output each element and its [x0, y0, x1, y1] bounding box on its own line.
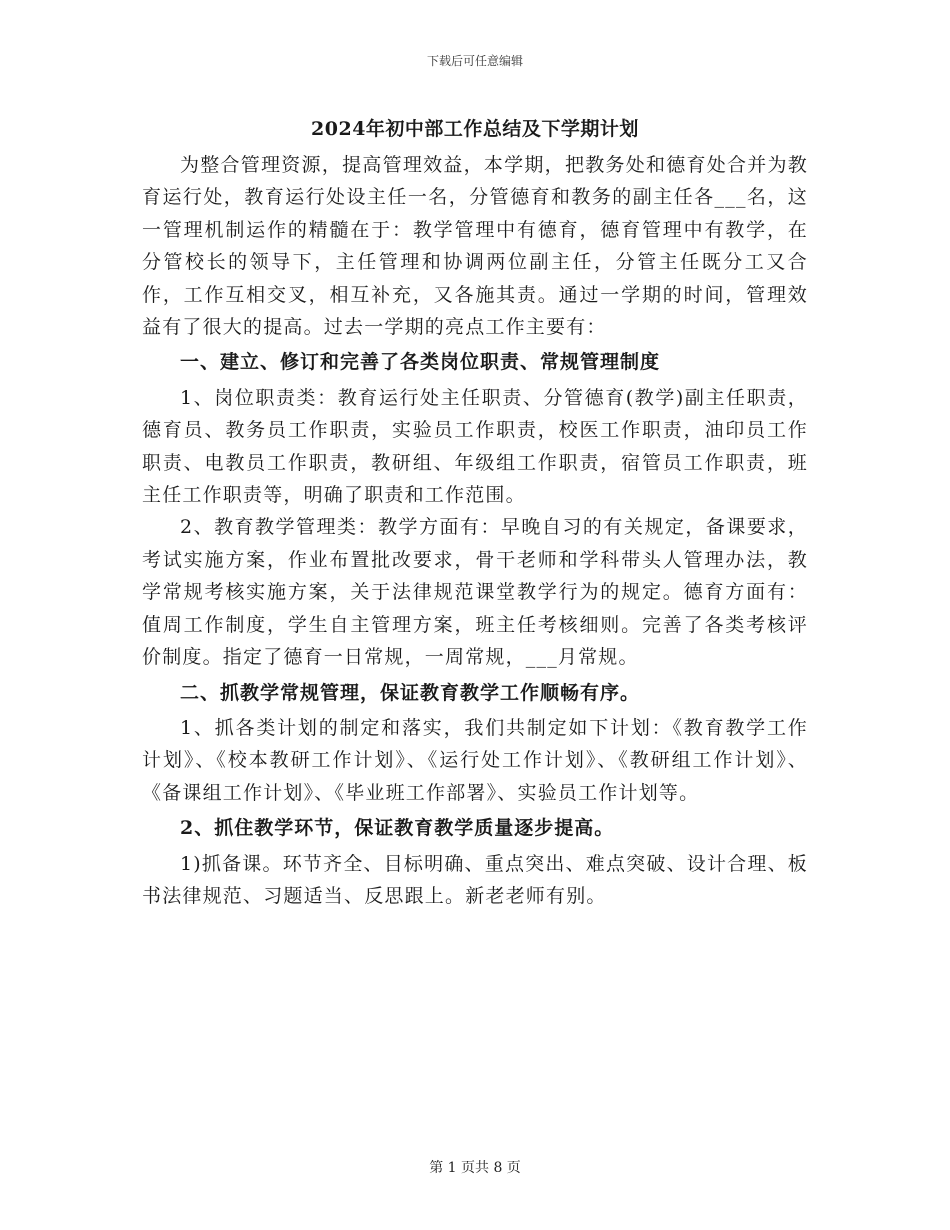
subsection-heading-teaching: 2、抓住教学环节，保证教育教学质量逐步提高。 — [180, 817, 615, 840]
paragraph-job-duties: 1、岗位职责类：教育运行处主任职责、分管德育(教学)副主任职责，德育员、教务员工作职责，实验员工作职责，校医工作职责，油印员工作职责、电教员工作职责，教研组、年级组工作职责，宿管员工作职责，班主任工作职责等，明确了职责和工作范围。 — [142, 386, 808, 507]
page-header-note: 下载后可任意编辑 — [426, 54, 523, 68]
document-title: 2024年初中部工作总结及下学期计划 — [311, 118, 639, 140]
paragraph-intro: 为整合管理资源，提高管理效益，本学期，把教务处和德育处合并为教育运行处，教育运行处设主任一名，分管德育和教务的副主任各___名，这一管理机制运作的精髓在于：教学管理中有德育，德育管理中有教学，在分管校长的领导下，主任管理和协调两位副主任，分管主任既分工又合作，工作互相交叉，相互补充，又各施其责。通过一学期的时间，管理效益有了很大的提高。过去一学期的亮点工作主要有： — [142, 154, 808, 339]
paragraph-management-rules: 2、教育教学管理类：教学方面有：早晚自习的有关规定，备课要求，考试实施方案，作业布置批改要求，骨干老师和学科带头人管理办法，教学常规考核实施方案，关于法律规范课堂教学行为的规定。德育方面有：值周工作制度，学生自主管理方案，班主任考核细则。完善了各类考核评价制度。指定了德育一日常规，一周常规，___月常规。 — [142, 516, 808, 669]
section-heading-1: 一、建立、修订和完善了各类岗位职责、常规管理制度 — [180, 351, 661, 374]
paragraph-plans: 1、抓各类计划的制定和落实，我们共制定如下计划：《教育教学工作计划》、《校本教研工作计划》、《运行处工作计划》、《教研组工作计划》、《备课组工作计划》、《毕业班工作部署》、实验员工作计划等。 — [142, 716, 808, 804]
section-heading-2: 二、抓教学常规管理，保证教育教学工作顺畅有序。 — [180, 681, 641, 704]
document-body — [142, 149, 808, 912]
paragraph-lesson-prep: 1)抓备课。环节齐全、目标明确、重点突出、难点突破、设计合理、板书法律规范、习题适当、反思跟上。新老老师有别。 — [142, 852, 808, 907]
page-footer-number: 第 1 页共 8 页 — [429, 1160, 521, 1176]
